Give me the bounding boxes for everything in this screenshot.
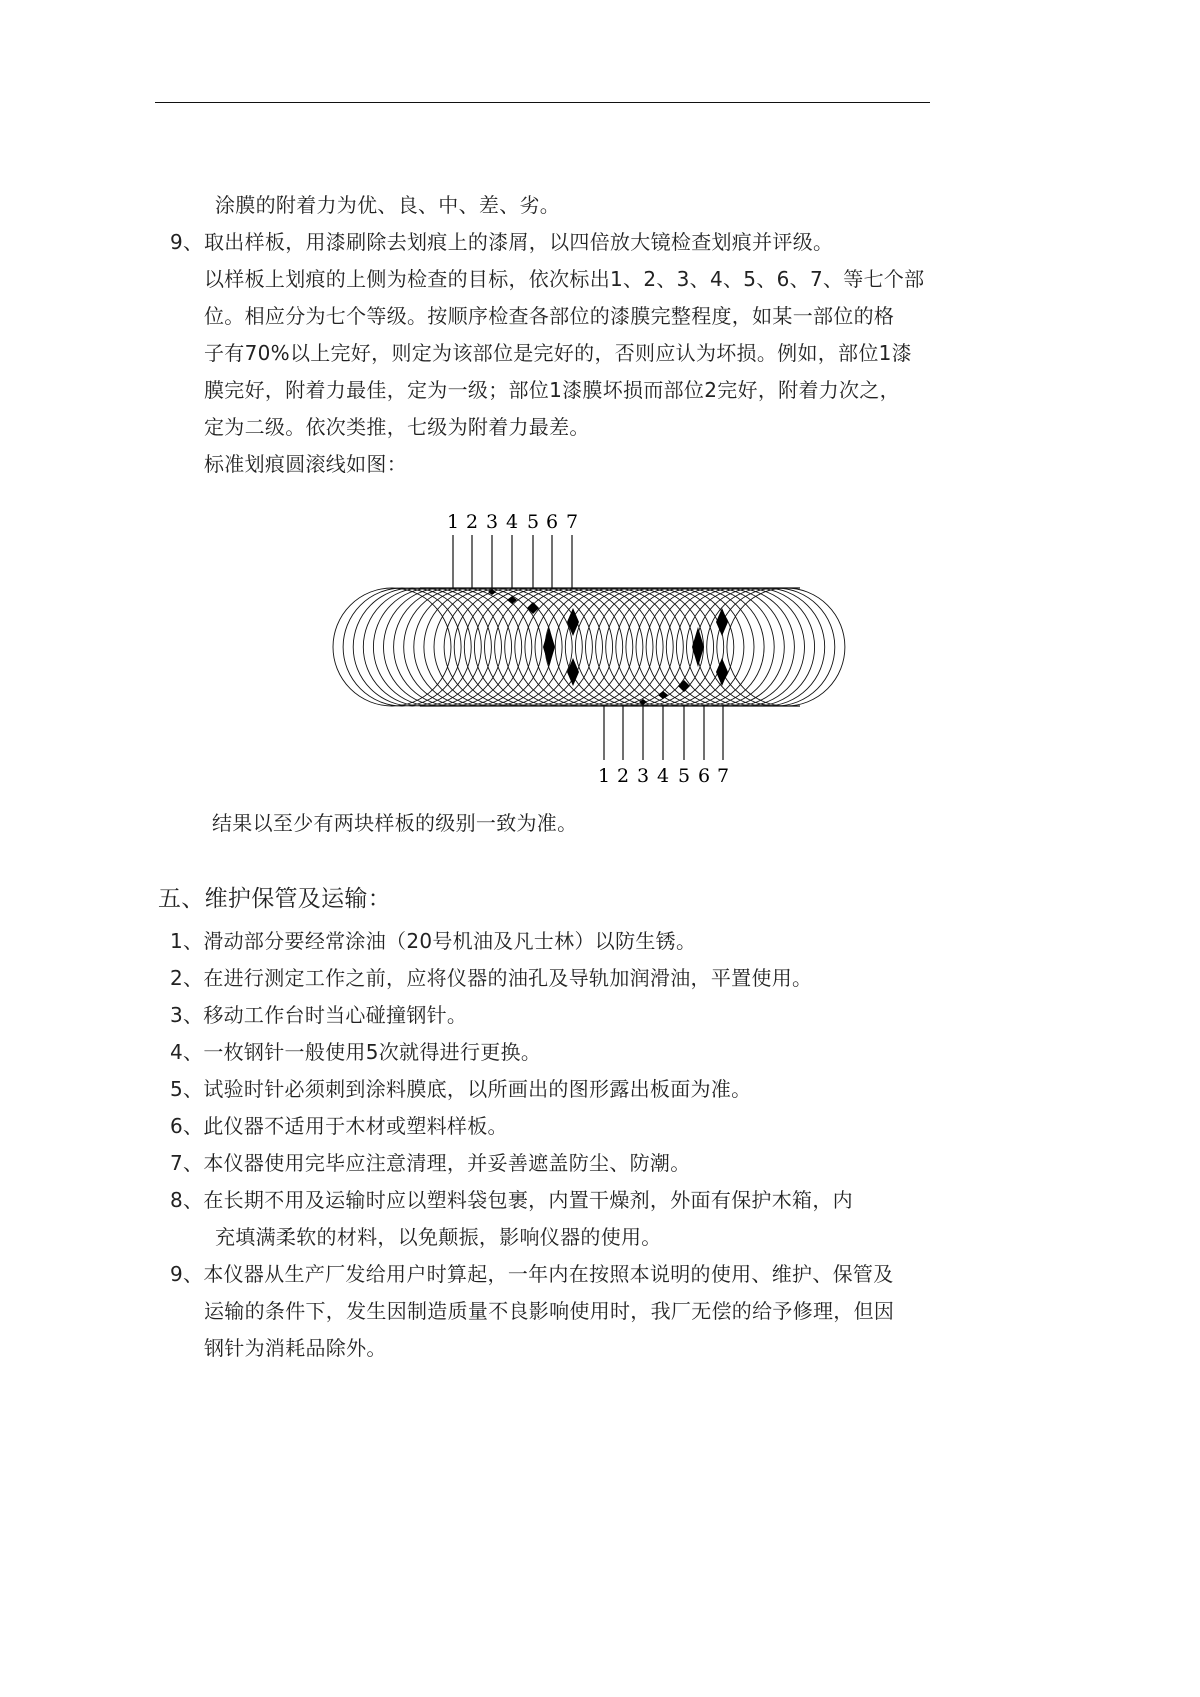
damage-mark xyxy=(527,602,539,614)
maintenance-item-line: 1、滑动部分要经常涂油（20号机油及凡士林）以防生锈。 xyxy=(170,929,697,953)
top-label: 2 xyxy=(465,511,479,533)
scratch-circle xyxy=(394,588,512,706)
scratch-circle xyxy=(687,588,805,706)
scratch-circle xyxy=(555,588,673,706)
section-title: 五、维护保管及运输： xyxy=(158,886,391,912)
top-label: 6 xyxy=(545,511,559,533)
item9-line: 标准划痕圆滚线如图： xyxy=(204,452,407,476)
paragraph-intro: 涂膜的附着力为优、良、中、差、劣。 xyxy=(215,193,561,217)
scratch-circle xyxy=(565,588,683,706)
top-label: 3 xyxy=(485,511,499,533)
bottom-label: 4 xyxy=(656,765,670,787)
bottom-label: 2 xyxy=(616,765,630,787)
maintenance-item-line: 6、此仪器不适用于木材或塑料样板。 xyxy=(170,1114,508,1138)
maintenance-item-line: 运输的条件下，发生因制造质量不良影响使用时，我厂无偿的给予修理，但因 xyxy=(204,1299,895,1323)
bottom-label: 5 xyxy=(677,765,691,787)
scratch-circle xyxy=(343,588,461,706)
maintenance-item-line: 2、在进行测定工作之前，应将仪器的油孔及导轨加润滑油，平置使用。 xyxy=(170,966,813,990)
scratch-circle xyxy=(707,588,825,706)
scratch-circle xyxy=(727,588,845,706)
maintenance-item-line: 充填满柔软的材料，以免颠振，影响仪器的使用。 xyxy=(215,1225,662,1249)
maintenance-item-line: 5、试验时针必须刺到涂料膜底，以所画出的图形露出板面为准。 xyxy=(170,1077,752,1101)
scratch-circle xyxy=(717,588,835,706)
scratch-circle xyxy=(606,588,724,706)
scratch-circle xyxy=(464,588,582,706)
scratch-circle xyxy=(404,588,522,706)
item9-line: 膜完好，附着力最佳，定为一级；部位1漆膜坏损而部位2完好，附着力次之， xyxy=(204,378,900,402)
maintenance-item-line: 3、移动工作台时当心碰撞钢针。 xyxy=(170,1003,468,1027)
scratch-circle xyxy=(353,588,471,706)
top-label: 4 xyxy=(505,511,519,533)
scratch-circle xyxy=(363,588,481,706)
scratch-circle xyxy=(373,588,491,706)
maintenance-item-line: 7、本仪器使用完毕应注意清理，并妥善遮盖防尘、防潮。 xyxy=(170,1151,691,1175)
cross-cut-diagram xyxy=(0,0,1200,820)
scratch-circle xyxy=(414,588,532,706)
scratch-circle xyxy=(616,588,734,706)
maintenance-item-line: 9、本仪器从生产厂发给用户时算起，一年内在按照本说明的使用、维护、保管及 xyxy=(170,1262,894,1286)
top-label: 5 xyxy=(526,511,540,533)
bottom-label: 7 xyxy=(716,765,730,787)
damage-mark xyxy=(543,627,555,667)
item9-line: 定为二级。依次类推，七级为附着力最差。 xyxy=(204,415,590,439)
item9-line: 以样板上划痕的上侧为检查的目标，依次标出1、2、3、4、5、6、7、等七个部 xyxy=(204,267,925,291)
scratch-circle xyxy=(697,588,815,706)
scratch-circle xyxy=(384,588,502,706)
result-line: 结果以至少有两块样板的级别一致为准。 xyxy=(212,811,578,835)
item9-line: 取出样板，用漆刷除去划痕上的漆屑，以四倍放大镜检查划痕并评级。 xyxy=(204,230,834,254)
maintenance-item-line: 钢针为消耗品除外。 xyxy=(204,1336,387,1360)
item9-line: 位。相应分为七个等级。按顺序检查各部位的漆膜完整程度，如某一部位的格 xyxy=(204,304,895,328)
item9-line: 子有70%以上完好，则定为该部位是完好的，否则应认为坏损。例如，部位1漆 xyxy=(204,341,912,365)
item9-number: 9、 xyxy=(170,230,204,254)
maintenance-item-line: 8、在长期不用及运输时应以塑料袋包裹，内置干燥剂，外面有保护木箱，内 xyxy=(170,1188,853,1212)
maintenance-item-line: 4、一枚钢针一般使用5次就得进行更换。 xyxy=(170,1040,542,1064)
scratch-circle xyxy=(525,588,643,706)
scratch-circle xyxy=(424,588,542,706)
bottom-label: 3 xyxy=(636,765,650,787)
scratch-circle xyxy=(505,588,623,706)
scratch-circle xyxy=(575,588,693,706)
bottom-label: 6 xyxy=(697,765,711,787)
top-label: 1 xyxy=(446,511,460,533)
bottom-label: 1 xyxy=(597,765,611,787)
scratch-circle xyxy=(656,588,774,706)
scratch-circle xyxy=(333,588,451,706)
scratch-circle xyxy=(545,588,663,706)
top-label: 7 xyxy=(565,511,579,533)
scratch-circle xyxy=(646,588,764,706)
damage-mark xyxy=(507,596,517,604)
